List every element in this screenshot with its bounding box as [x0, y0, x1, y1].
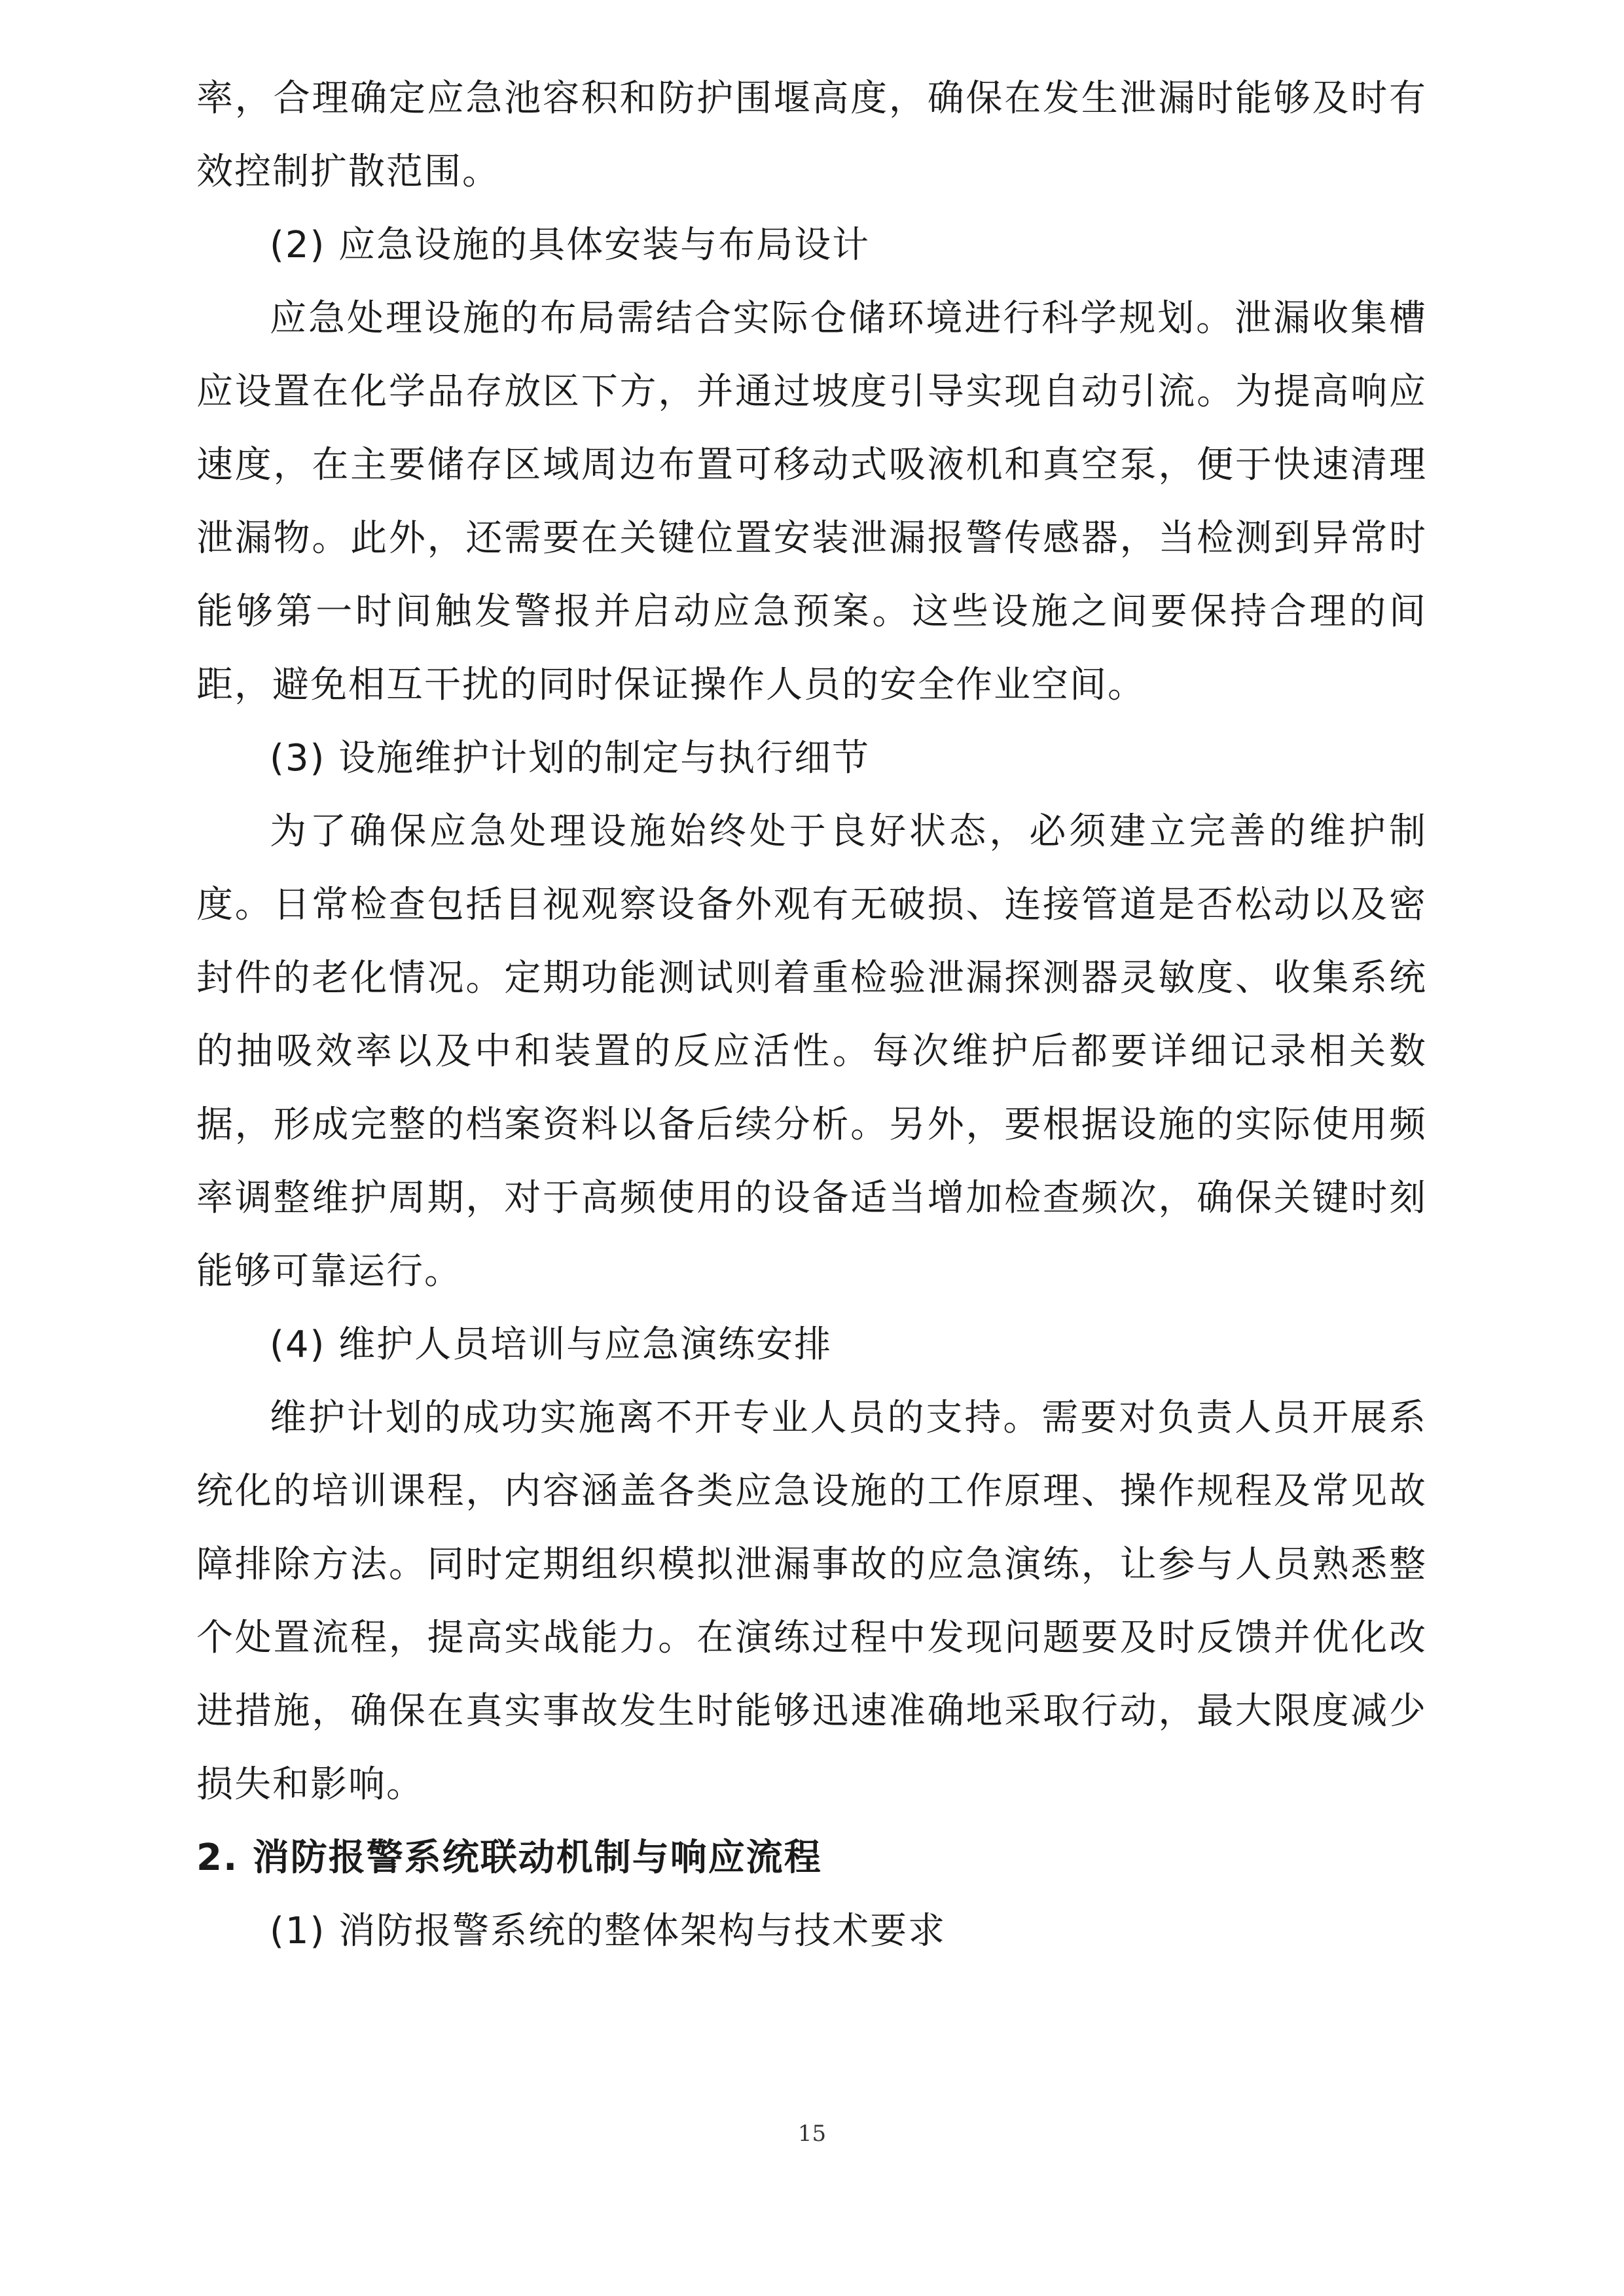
- page-content: [196, 62, 1427, 1968]
- paragraph-continuation: 率，合理确定应急池容积和防护围堰高度，确保在发生泄漏时能够及时有效控制扩散范围。: [196, 77, 1427, 193]
- subheading-installation-layout: (2) 应急设施的具体安装与布局设计: [270, 224, 871, 266]
- section-heading-fire-alarm: 2. 消防报警系统联动机制与响应流程: [196, 1837, 822, 1879]
- subheading-training-drills: (4) 维护人员培训与应急演练安排: [270, 1323, 833, 1366]
- paragraph-training: 维护计划的成功实施离不开专业人员的支持。需要对负责人员开展系统化的培训课程，内容涵盖各类应急设施的工作原理、操作规程及常见故障排除方法。同时定期组织模拟泄漏事故的应急演练，让参与人员熟悉整个处置流程，提高实战能力。在演练过程中发现问题要及时反馈并优化改进措施，确保在真实事故发生时能够迅速准确地采取行动，最大限度减少损失和影响。: [196, 1397, 1427, 1806]
- subheading-maintenance-plan: (3) 设施维护计划的制定与执行细节: [270, 737, 871, 780]
- paragraph-maintenance: 为了确保应急处理设施始终处于良好状态，必须建立完善的维护制度。日常检查包括目视观察设备外观有无破损、连接管道是否松动以及密封件的老化情况。定期功能测试则着重检验泄漏探测器灵敏度、收集系统的抽吸效率以及中和装置的反应活性。每次维护后都要详细记录相关数据，形成完整的档案资料以备后续分析。另外，要根据设施的实际使用频率调整维护周期，对于高频使用的设备适当增加检查频次，确保关键时刻能够可靠运行。: [196, 810, 1427, 1293]
- page-number: 15: [797, 2121, 827, 2147]
- paragraph-layout: 应急处理设施的布局需结合实际仓储环境进行科学规划。泄漏收集槽应设置在化学品存放区下方，并通过坡度引导实现自动引流。为提高响应速度，在主要储存区域周边布置可移动式吸液机和真空泵，便于快速清理泄漏物。此外，还需要在关键位置安装泄漏报警传感器，当检测到异常时能够第一时间触发警报并启动应急预案。这些设施之间要保持合理的间距，避免相互干扰的同时保证操作人员的安全作业空间。: [196, 297, 1427, 706]
- subheading-fire-alarm-architecture: (1) 消防报警系统的整体架构与技术要求: [270, 1910, 947, 1952]
